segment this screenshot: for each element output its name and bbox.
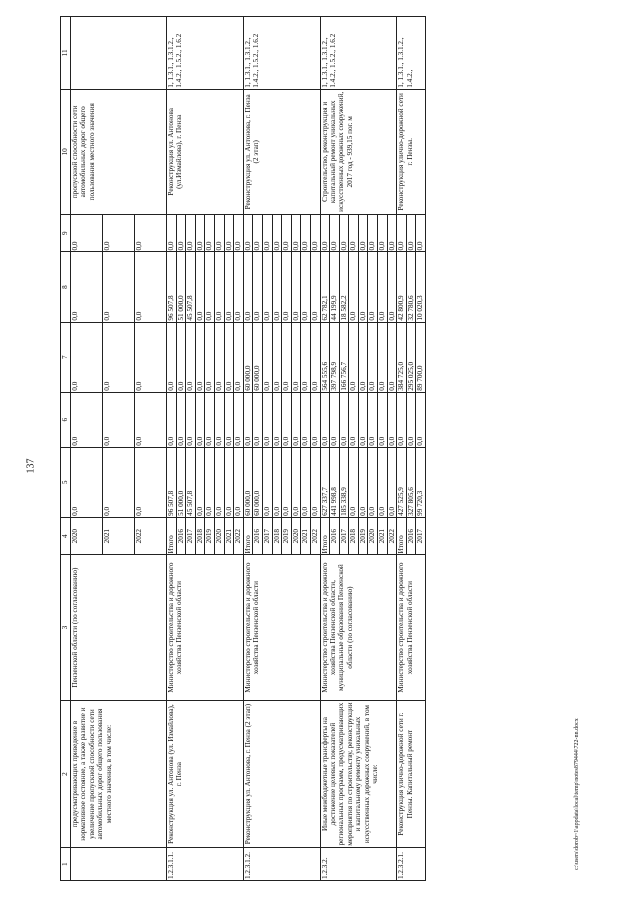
value-cell: 0,0 bbox=[103, 392, 135, 447]
value-cell: 0,0 bbox=[186, 322, 196, 392]
year-cell: 2016 bbox=[253, 517, 263, 555]
value-cell: 0,0 bbox=[195, 252, 205, 322]
year-cell: 2019 bbox=[205, 517, 215, 555]
value-cell: 0,0 bbox=[272, 252, 282, 322]
value-cell: 0,0 bbox=[358, 322, 368, 392]
value-cell: 0,0 bbox=[214, 322, 224, 392]
year-cell: 2022 bbox=[135, 517, 167, 555]
value-cell: 0,0 bbox=[301, 392, 311, 447]
year-cell: 2022 bbox=[310, 517, 320, 555]
value-cell: 0,0 bbox=[387, 252, 397, 322]
value-cell: 0,0 bbox=[310, 252, 320, 322]
value-cell: 0,0 bbox=[224, 214, 234, 252]
value-cell: 60 000,0 bbox=[253, 447, 263, 517]
value-cell: 0,0 bbox=[349, 252, 359, 322]
indicator-refs: 1, 1.3.1., 1.3.1.2., 1.4.2., 1.5.2., 1.6.2 bbox=[243, 17, 320, 90]
value-cell: 0,0 bbox=[71, 322, 103, 392]
value-cell: 62 782,1 bbox=[320, 252, 330, 322]
value-cell: 45 507,8 bbox=[186, 447, 196, 517]
value-cell: 0,0 bbox=[262, 252, 272, 322]
value-cell: 0,0 bbox=[368, 392, 378, 447]
value-cell: 0,0 bbox=[358, 392, 368, 447]
value-cell: 441 998,8 bbox=[330, 447, 340, 517]
value-cell: 0,0 bbox=[243, 392, 253, 447]
value-cell: 0,0 bbox=[71, 252, 103, 322]
value-cell: 0,0 bbox=[234, 322, 244, 392]
value-cell: 0,0 bbox=[339, 392, 349, 447]
value-cell: 0,0 bbox=[214, 214, 224, 252]
value-cell: 0,0 bbox=[387, 322, 397, 392]
activity-name: Реконструкция ул. Антонова (ул. Измайлова), г. Пенза bbox=[167, 700, 244, 848]
year-cell: 2022 bbox=[387, 517, 397, 555]
value-cell: 0,0 bbox=[368, 252, 378, 322]
value-cell: 0,0 bbox=[195, 392, 205, 447]
value-cell: 60 000,0 bbox=[253, 322, 263, 392]
value-cell: 0,0 bbox=[195, 322, 205, 392]
value-cell: 32 780,6 bbox=[406, 252, 416, 322]
year-cell: 2021 bbox=[301, 517, 311, 555]
value-cell: 0,0 bbox=[387, 392, 397, 447]
value-cell: 0,0 bbox=[282, 214, 292, 252]
value-cell: 0,0 bbox=[282, 252, 292, 322]
value-cell: 0,0 bbox=[310, 392, 320, 447]
value-cell: 0,0 bbox=[253, 392, 263, 447]
expected-result: Реконструкция улично-дорожной сети г. Пензы. bbox=[397, 89, 426, 214]
header-cell: 1 bbox=[61, 848, 71, 881]
table-row bbox=[243, 17, 253, 881]
value-cell: 89 700,0 bbox=[416, 322, 426, 392]
header-cell: 11 bbox=[61, 17, 71, 90]
rotated-table-container bbox=[60, 16, 563, 881]
year-cell: 2021 bbox=[378, 517, 388, 555]
value-cell: 0,0 bbox=[387, 214, 397, 252]
value-cell: 327 805,6 bbox=[406, 447, 416, 517]
header-cell: 6 bbox=[61, 392, 71, 447]
value-cell: 51 000,0 bbox=[176, 252, 186, 322]
year-cell: 2017 bbox=[186, 517, 196, 555]
value-cell: 0,0 bbox=[224, 252, 234, 322]
value-cell: 0,0 bbox=[282, 392, 292, 447]
year-cell: 2020 bbox=[291, 517, 301, 555]
value-cell: 0,0 bbox=[234, 392, 244, 447]
value-cell: 42 800,9 bbox=[397, 252, 407, 322]
value-cell: 0,0 bbox=[71, 392, 103, 447]
executor: Министерство строительства и дорожного хозяйства Пензенской области bbox=[167, 555, 244, 700]
value-cell: 0,0 bbox=[272, 214, 282, 252]
value-cell: 10 020,3 bbox=[416, 252, 426, 322]
value-cell: 397 798,9 bbox=[330, 322, 340, 392]
value-cell: 0,0 bbox=[368, 322, 378, 392]
value-cell: 0,0 bbox=[205, 252, 215, 322]
value-cell: 0,0 bbox=[291, 392, 301, 447]
value-cell: 0,0 bbox=[205, 322, 215, 392]
value-cell: 96 507,8 bbox=[167, 447, 177, 517]
value-cell: 0,0 bbox=[135, 392, 167, 447]
value-cell: 0,0 bbox=[186, 392, 196, 447]
value-cell: 0,0 bbox=[71, 447, 103, 517]
footer-file-path: c:\users\dorob~1\appdata\local\temp\notes879444\722-nn.docx bbox=[574, 718, 580, 870]
header-cell: 2 bbox=[61, 700, 71, 848]
year-cell: 2019 bbox=[282, 517, 292, 555]
value-cell: 0,0 bbox=[358, 252, 368, 322]
value-cell: 0,0 bbox=[291, 447, 301, 517]
year-cell: 2018 bbox=[349, 517, 359, 555]
table-row bbox=[397, 17, 407, 881]
value-cell: 295 025,0 bbox=[406, 322, 416, 392]
value-cell: 0,0 bbox=[406, 392, 416, 447]
row-number: 1.2.3.1.1. bbox=[167, 848, 244, 881]
value-cell: 0,0 bbox=[387, 447, 397, 517]
value-cell: 0,0 bbox=[224, 392, 234, 447]
value-cell: 0,0 bbox=[103, 214, 135, 252]
executor: Министерство строительства и дорожного хозяйства Пензенской области, муниципальные образования Пензенской области (по согласованию) bbox=[320, 555, 397, 700]
value-cell: 0,0 bbox=[282, 447, 292, 517]
page-number: 137 bbox=[25, 458, 37, 474]
value-cell: 0,0 bbox=[416, 214, 426, 252]
value-cell: 0,0 bbox=[103, 252, 135, 322]
value-cell: 0,0 bbox=[378, 252, 388, 322]
value-cell: 0,0 bbox=[135, 447, 167, 517]
value-cell: 99 720,3 bbox=[416, 447, 426, 517]
value-cell: 0,0 bbox=[301, 447, 311, 517]
value-cell: 627 337,7 bbox=[320, 447, 330, 517]
value-cell: 0,0 bbox=[272, 322, 282, 392]
value-cell: 0,0 bbox=[253, 252, 263, 322]
value-cell: 0,0 bbox=[262, 392, 272, 447]
year-cell: 2017 bbox=[416, 517, 426, 555]
expected-result: пропускной способности сети автомобильных дорог общего пользования местного значения bbox=[71, 89, 167, 214]
year-cell: 2016 bbox=[406, 517, 416, 555]
year-cell: Итого bbox=[243, 517, 253, 555]
value-cell: 0,0 bbox=[205, 392, 215, 447]
value-cell: 0,0 bbox=[253, 214, 263, 252]
value-cell: 0,0 bbox=[195, 214, 205, 252]
year-cell: 2018 bbox=[272, 517, 282, 555]
row-number bbox=[71, 848, 167, 881]
header-cell: 7 bbox=[61, 322, 71, 392]
year-cell: 2018 bbox=[195, 517, 205, 555]
year-cell: 2016 bbox=[176, 517, 186, 555]
year-cell: Итого bbox=[320, 517, 330, 555]
value-cell: 0,0 bbox=[310, 214, 320, 252]
value-cell: 0,0 bbox=[167, 392, 177, 447]
value-cell: 45 507,8 bbox=[186, 252, 196, 322]
value-cell: 0,0 bbox=[224, 447, 234, 517]
value-cell: 0,0 bbox=[186, 214, 196, 252]
value-cell: 0,0 bbox=[368, 214, 378, 252]
table-header bbox=[61, 17, 71, 881]
value-cell: 166 756,7 bbox=[339, 322, 349, 392]
value-cell: 0,0 bbox=[378, 214, 388, 252]
year-cell: 2019 bbox=[358, 517, 368, 555]
year-cell: 2022 bbox=[234, 517, 244, 555]
value-cell: 0,0 bbox=[301, 322, 311, 392]
value-cell: 0,0 bbox=[330, 214, 340, 252]
value-cell: 0,0 bbox=[167, 214, 177, 252]
indicator-refs: 1, 1.3.1., 1.3.1.2., 1.4.2., 1.5.2., 1.6.2 bbox=[167, 17, 244, 90]
value-cell: 0,0 bbox=[416, 392, 426, 447]
value-cell: 0,0 bbox=[301, 214, 311, 252]
header-cell: 5 bbox=[61, 447, 71, 517]
expected-result: Реконструкция ул. Антонова (ул.Измайлова), г. Пенза bbox=[167, 89, 244, 214]
table-body bbox=[71, 17, 167, 881]
value-cell: 0,0 bbox=[214, 392, 224, 447]
value-cell: 60 000,0 bbox=[243, 322, 253, 392]
value-cell: 0,0 bbox=[291, 252, 301, 322]
table-row bbox=[71, 17, 103, 881]
year-cell: 2021 bbox=[103, 517, 135, 555]
value-cell: 0,0 bbox=[378, 322, 388, 392]
value-cell: 0,0 bbox=[349, 447, 359, 517]
indicator-refs: 1, 1.3.1., 1.3.1.2., 1.4.2., 1.5.2., 1.6.2 bbox=[320, 17, 397, 90]
year-cell: 2020 bbox=[71, 517, 103, 555]
value-cell: 0,0 bbox=[397, 214, 407, 252]
table-body-blocks bbox=[167, 17, 426, 881]
value-cell: 0,0 bbox=[397, 392, 407, 447]
value-cell: 0,0 bbox=[135, 322, 167, 392]
value-cell: 0,0 bbox=[176, 322, 186, 392]
table-row bbox=[167, 17, 177, 881]
value-cell: 0,0 bbox=[135, 214, 167, 252]
value-cell: 0,0 bbox=[339, 214, 349, 252]
indicator-refs bbox=[71, 17, 167, 90]
value-cell: 0,0 bbox=[349, 214, 359, 252]
table-row bbox=[320, 17, 330, 881]
year-cell: 2016 bbox=[330, 517, 340, 555]
header-cell: 8 bbox=[61, 252, 71, 322]
value-cell: 0,0 bbox=[349, 322, 359, 392]
value-cell: 0,0 bbox=[349, 392, 359, 447]
value-cell: 0,0 bbox=[71, 214, 103, 252]
value-cell: 0,0 bbox=[378, 447, 388, 517]
value-cell: 427 525,9 bbox=[397, 447, 407, 517]
value-cell: 0,0 bbox=[234, 447, 244, 517]
value-cell: 0,0 bbox=[282, 322, 292, 392]
value-cell: 0,0 bbox=[243, 214, 253, 252]
row-number: 1.2.3.2. bbox=[320, 848, 397, 881]
value-cell: 0,0 bbox=[167, 322, 177, 392]
year-cell: 2020 bbox=[214, 517, 224, 555]
value-cell: 0,0 bbox=[301, 252, 311, 322]
value-cell: 0,0 bbox=[262, 214, 272, 252]
value-cell: 0,0 bbox=[234, 252, 244, 322]
value-cell: 0,0 bbox=[272, 392, 282, 447]
value-cell: 0,0 bbox=[291, 322, 301, 392]
header-cell: 10 bbox=[61, 89, 71, 214]
year-cell: 2017 bbox=[339, 517, 349, 555]
value-cell: 0,0 bbox=[320, 392, 330, 447]
value-cell: 0,0 bbox=[243, 252, 253, 322]
value-cell: 0,0 bbox=[103, 447, 135, 517]
year-cell: Итого bbox=[167, 517, 177, 555]
value-cell: 0,0 bbox=[310, 447, 320, 517]
value-cell: 564 555,6 bbox=[320, 322, 330, 392]
header-cell: 9 bbox=[61, 214, 71, 252]
activity-name: предусматривающих приведение в нормативное состояние, а также развитие и увеличение пропускной способности сети автомобильных дорог общего пользования местного значения, в том числе: bbox=[71, 700, 167, 848]
value-cell: 384 725,0 bbox=[397, 322, 407, 392]
value-cell: 44 199,9 bbox=[330, 252, 340, 322]
value-cell: 0,0 bbox=[234, 214, 244, 252]
value-cell: 0,0 bbox=[214, 252, 224, 322]
budget-table bbox=[60, 16, 426, 881]
activity-name: Реконструкция улично-дорожной сети г. Пензы. Капитальный ремонт bbox=[397, 700, 426, 848]
indicator-refs: 1, 1.3.1., 1.3.1.2., 1.4.2., bbox=[397, 17, 426, 90]
value-cell: 0,0 bbox=[262, 322, 272, 392]
value-cell: 0,0 bbox=[103, 322, 135, 392]
activity-name: Реконструкция ул. Антонова, г. Пенза (2 этап) bbox=[243, 700, 320, 848]
value-cell: 0,0 bbox=[320, 214, 330, 252]
value-cell: 0,0 bbox=[272, 447, 282, 517]
value-cell: 0,0 bbox=[291, 214, 301, 252]
value-cell: 0,0 bbox=[310, 322, 320, 392]
value-cell: 0,0 bbox=[358, 447, 368, 517]
expected-result: Строительство, реконструкция и капитальный ремонт уникальных искусственных дорожных сооружений, 2017 год - 939,15 пог. м bbox=[320, 89, 397, 214]
value-cell: 0,0 bbox=[176, 214, 186, 252]
year-cell: 2020 bbox=[368, 517, 378, 555]
value-cell: 0,0 bbox=[205, 214, 215, 252]
executor: Министерство строительства и дорожного хозяйства Пензенской области bbox=[243, 555, 320, 700]
value-cell: 0,0 bbox=[205, 447, 215, 517]
row-number: 1.2.3.1.2. bbox=[243, 848, 320, 881]
value-cell: 0,0 bbox=[406, 214, 416, 252]
value-cell: 0,0 bbox=[135, 252, 167, 322]
value-cell: 0,0 bbox=[262, 447, 272, 517]
executor: Министерство строительства и дорожного хозяйства Пензенской области bbox=[397, 555, 426, 700]
value-cell: 0,0 bbox=[224, 322, 234, 392]
row-number: 1.2.3.2.1. bbox=[397, 848, 426, 881]
expected-result: Реконструкция ул. Антонова, г. Пенза (2 этап) bbox=[243, 89, 320, 214]
value-cell: 0,0 bbox=[214, 447, 224, 517]
year-cell: 2017 bbox=[262, 517, 272, 555]
value-cell: 96 507,8 bbox=[167, 252, 177, 322]
value-cell: 0,0 bbox=[330, 392, 340, 447]
year-cell: 2021 bbox=[224, 517, 234, 555]
header-cell: 4 bbox=[61, 517, 71, 555]
activity-name: Иные межбюджетные трансферты на достижение целевых показателей региональных программ, предусматривающих мероприятия по строительству, реконструкции и капитальному ремонту уникальных искусственных дорожных сооружений, в том числе: bbox=[320, 700, 397, 848]
year-cell: Итого bbox=[397, 517, 407, 555]
value-cell: 0,0 bbox=[368, 447, 378, 517]
value-cell: 0,0 bbox=[195, 447, 205, 517]
value-cell: 185 338,9 bbox=[339, 447, 349, 517]
value-cell: 0,0 bbox=[358, 214, 368, 252]
value-cell: 0,0 bbox=[176, 392, 186, 447]
executor: Пензенской области (по согласованию) bbox=[71, 555, 167, 700]
value-cell: 51 000,0 bbox=[176, 447, 186, 517]
value-cell: 18 582,2 bbox=[339, 252, 349, 322]
header-cell: 3 bbox=[61, 555, 71, 700]
value-cell: 60 000,0 bbox=[243, 447, 253, 517]
value-cell: 0,0 bbox=[378, 392, 388, 447]
